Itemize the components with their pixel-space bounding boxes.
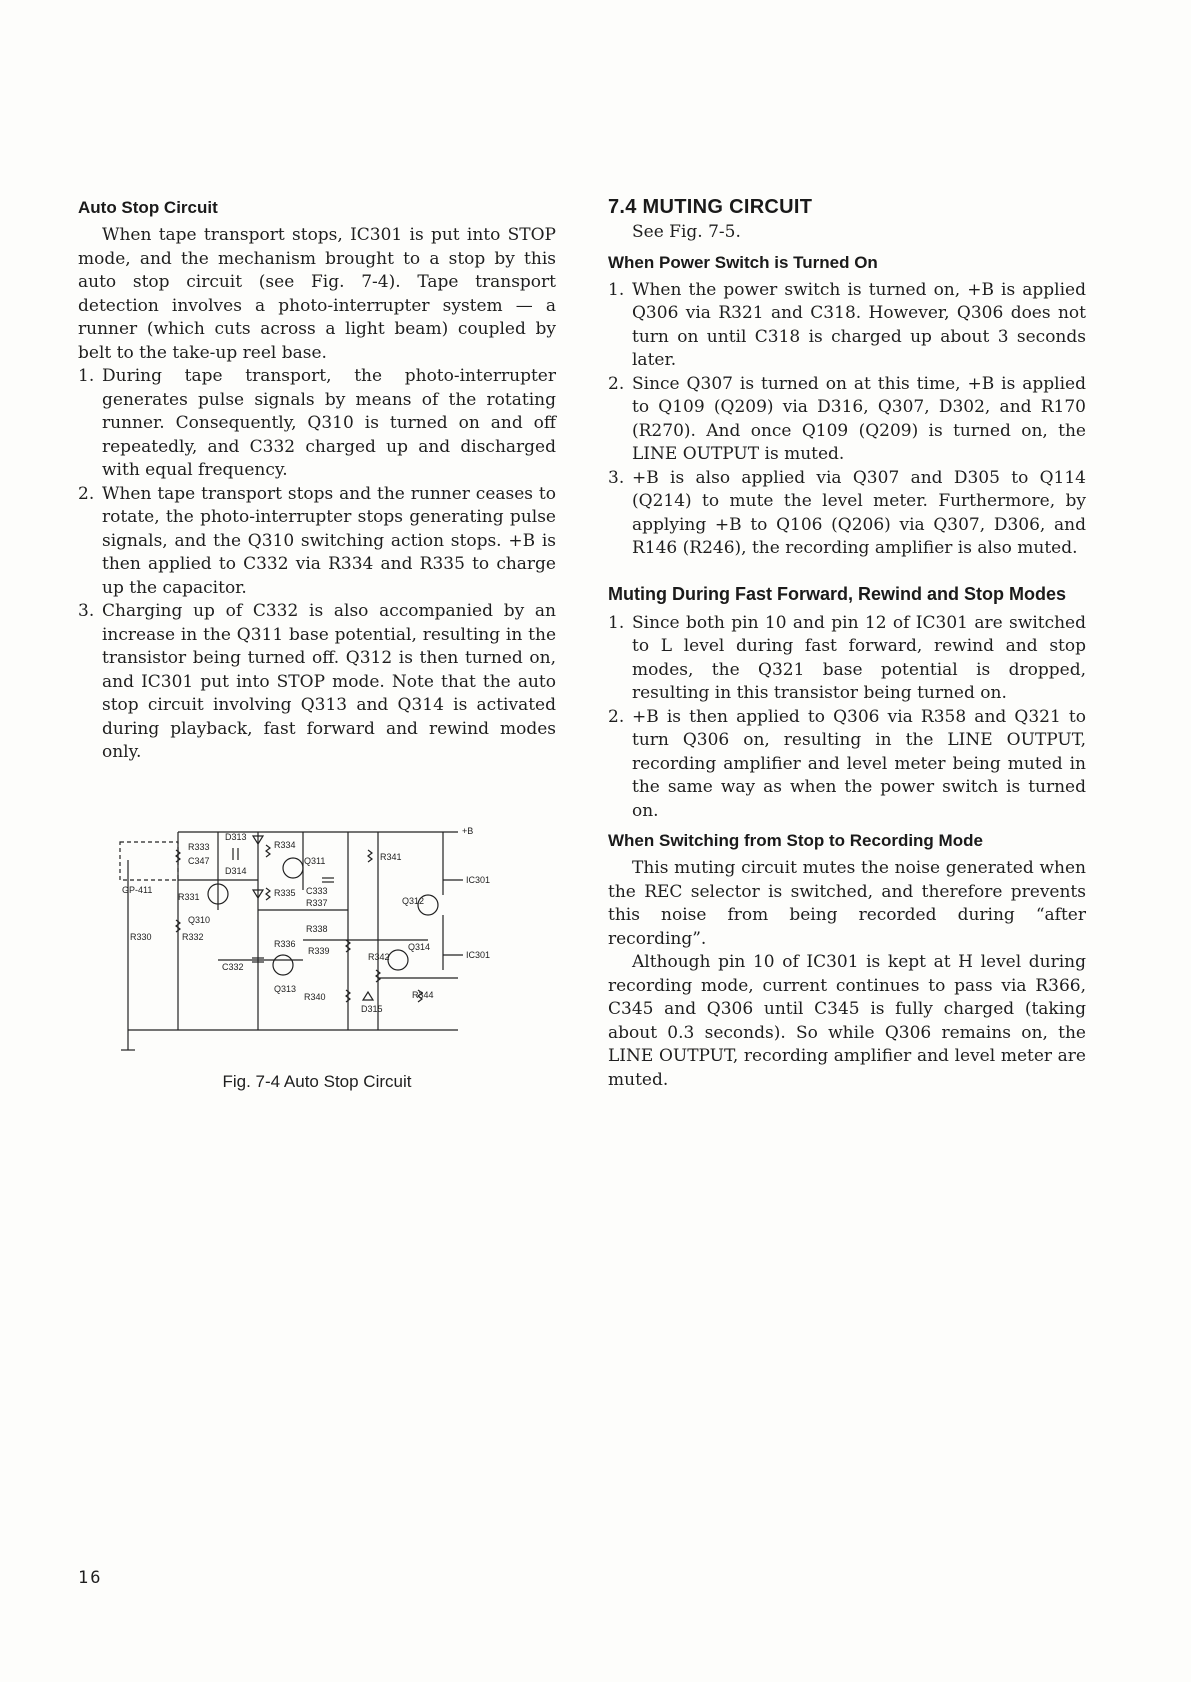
- list-item-text: When the power switch is turned on, +B is applied Q306 via R321 and C318. However, Q306 does not turn on until C318 is charged up about 3 seconds later.: [632, 279, 1086, 370]
- label-r335: R335: [274, 888, 296, 898]
- label-r334: R334: [274, 840, 296, 850]
- list-item-number: 3.: [78, 601, 95, 621]
- list-item: [78, 483, 556, 601]
- fast-forward-list: [608, 612, 1086, 824]
- label-d315: D315: [361, 1004, 383, 1014]
- label-r342: R342: [368, 952, 390, 962]
- list-item-number: 1.: [608, 612, 625, 633]
- label-r339: R339: [308, 946, 330, 956]
- list-item-text: Charging up of C332 is also accompanied by an increase in the Q311 base potential, resulting in the transistor being turned off. Q312 is then turned on, and IC301 put into STOP mode. Note that the auto stop circuit involving Q313 and Q314 is activated during playback, fast forward and rewind modes only.: [102, 601, 556, 762]
- label-r332: R332: [182, 932, 204, 942]
- list-item-number: 1.: [608, 279, 625, 300]
- label-r333: R333: [188, 842, 210, 852]
- label-r338: R338: [306, 924, 328, 934]
- label-gp411: GP-411: [122, 885, 153, 895]
- auto-stop-list: [78, 365, 556, 765]
- fast-forward-heading: Muting During Fast Forward, Rewind and Stop Modes: [608, 583, 1066, 604]
- page-number: 16: [78, 1568, 103, 1588]
- auto-stop-intro: When tape transport stops, IC301 is put into STOP mode, and the mechanism brought to a stop by this auto stop circuit (see Fig. 7-4). Tape transport detection involves a photo-interrupter system — a runner (which cuts across a light beam) coupled by belt to the take-up reel base.: [78, 225, 556, 363]
- label-r336: R336: [274, 939, 296, 949]
- stop-to-rec-heading: When Switching from Stop to Recording Mode: [608, 831, 983, 850]
- list-item-text: When tape transport stops and the runner ceases to rotate, the photo-interrupter stops generating pulse signals, and the Q310 switching action stops. +B is then applied to C332 via R334 and R335 to charge up the capacitor.: [102, 483, 556, 598]
- label-q312: Q312: [402, 896, 425, 906]
- section-title: 7.4 MUTING CIRCUIT: [608, 196, 813, 218]
- auto-stop-heading: Auto Stop Circuit: [78, 198, 218, 217]
- label-q313: Q313: [274, 984, 297, 994]
- label-r344: R344: [412, 990, 434, 1000]
- label-q311: Q311: [304, 856, 326, 866]
- label-d314: D314: [225, 866, 247, 876]
- list-item: [78, 600, 556, 765]
- stop-to-rec-paragraph-1: This muting circuit mutes the noise generated when the REC selector is switched, and therefore prevents this noise from being recorded during “after recording”.: [608, 858, 1086, 949]
- figure-caption: Fig. 7-4 Auto Stop Circuit: [222, 1072, 412, 1091]
- list-item-number: 2.: [608, 706, 625, 727]
- stop-to-rec-paragraph-2: Although pin 10 of IC301 is kept at H level during recording mode, current continues to pass via R366, C345 and Q306 until C345 is fully charged (taking about 0.3 seconds). So while Q306 remains on, the LINE OUTPUT, recording amplifier and level meter are muted.: [608, 952, 1086, 1090]
- label-ic301-a: IC301: [466, 875, 490, 885]
- list-item: [608, 706, 1086, 824]
- list-item-number: 1.: [78, 366, 95, 386]
- label-r341: R341: [380, 852, 402, 862]
- label-q314: Q314: [408, 942, 431, 952]
- label-q310: Q310: [188, 915, 211, 925]
- list-item-number: 2.: [608, 373, 625, 394]
- auto-stop-schematic: [118, 820, 490, 1060]
- list-item-text: +B is also applied via Q307 and D305 to Q114 (Q214) to mute the level meter. Furthermore, by applying +B to Q106 (Q206) via Q307, D306, and R146 (R246), the recording amplifier is also muted.: [632, 467, 1086, 558]
- power-switch-heading: When Power Switch is Turned On: [608, 252, 878, 272]
- label-r330: R330: [130, 932, 152, 942]
- label-c347: C347: [188, 856, 210, 866]
- list-item: [608, 612, 1086, 706]
- left-column: [78, 198, 556, 765]
- label-d313: D313: [225, 832, 247, 842]
- right-column: [608, 196, 1086, 1092]
- label-c332: C332: [222, 962, 244, 972]
- list-item: [608, 467, 1086, 561]
- list-item-text: Since both pin 10 and pin 12 of IC301 are switched to L level during fast forward, rewind and stop modes, the Q321 base potential is dropped, resulting in this transistor being turned on.: [632, 612, 1086, 703]
- label-r331: R331: [178, 892, 200, 902]
- label-plus-b: +B: [462, 826, 474, 836]
- list-item: [608, 279, 1086, 373]
- list-item: [78, 365, 556, 483]
- list-item-text: Since Q307 is turned on at this time, +B is applied to Q109 (Q209) via D316, Q307, D302, and R170 (R270). And once Q109 (Q209) is turned on, the LINE OUTPUT is muted.: [632, 373, 1086, 464]
- list-item-number: 3.: [608, 467, 625, 488]
- label-r337: R337: [306, 898, 328, 908]
- label-ic301-b: IC301: [466, 950, 490, 960]
- list-item-number: 2.: [78, 483, 95, 504]
- power-switch-list: [608, 279, 1086, 561]
- label-c333: C333: [306, 886, 328, 896]
- list-item-text: During tape transport, the photo-interrupter generates pulse signals by means of the rotating runner. Consequently, Q310 is turned on and off repeatedly, and C332 charged up and discharged with equal frequency.: [102, 366, 556, 480]
- list-item-text: +B is then applied to Q306 via R358 and Q321 to turn Q306 on, resulting in the LINE OUTPUT, recording amplifier and level meter being muted in the same way as when the power switch is turned on.: [632, 706, 1086, 821]
- label-r340: R340: [304, 992, 326, 1002]
- list-item: [608, 373, 1086, 467]
- see-figure-note: See Fig. 7-5.: [632, 222, 741, 242]
